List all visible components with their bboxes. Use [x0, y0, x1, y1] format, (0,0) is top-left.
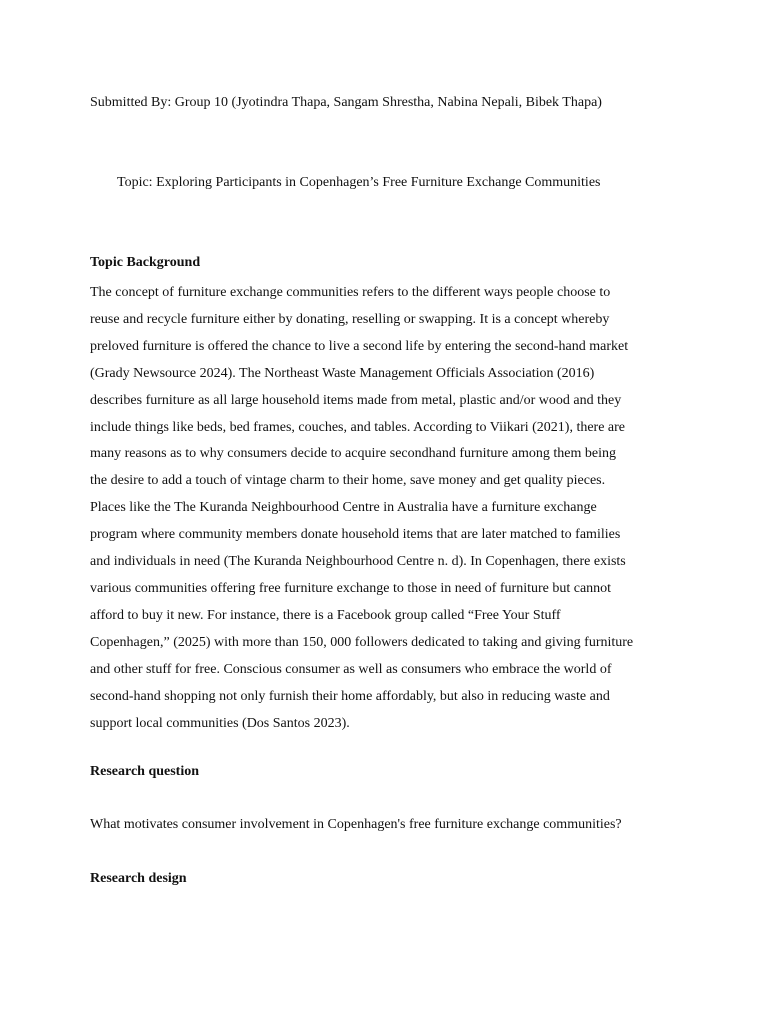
research-question-text: What motivates consumer involvement in Copenhagen's free furniture exchange communities?: [90, 817, 622, 832]
paragraph-line: (Grady Newsource 2024). The Northeast Waste Management Officials Association (2016): [90, 365, 595, 381]
paragraph-line: the desire to add a touch of vintage charm to their home, save money and get quality pieces.: [90, 473, 606, 489]
topic-line: Topic: Exploring Participants in Copenhagen’s Free Furniture Exchange Communities: [117, 175, 601, 190]
paragraph-line: describes furniture as all large household items made from metal, plastic and/or wood and they: [90, 392, 622, 408]
background-paragraph: [90, 280, 690, 737]
section-heading-background: Topic Background: [90, 255, 201, 270]
paragraph-line: second-hand shopping not only furnish their home affordably, but also in reducing waste and: [90, 688, 610, 704]
section-heading-research-design: Research design: [90, 871, 187, 886]
paragraph-line: Places like the The Kuranda Neighbourhood Centre in Australia have a furniture exchange: [90, 500, 597, 516]
paragraph-line: afford to buy it new. For instance, there is a Facebook group called “Free Your Stuff: [90, 607, 561, 623]
paragraph-line: many reasons as to why consumers decide to acquire secondhand furniture among them being: [90, 446, 617, 462]
paragraph-line: and other stuff for free. Conscious consumer as well as consumers who embrace the world of: [90, 661, 612, 677]
paragraph-line: Copenhagen,” (2025) with more than 150, 000 followers dedicated to taking and giving furniture: [90, 634, 634, 650]
paragraph-line: support local communities (Dos Santos 2023).: [90, 715, 350, 731]
paragraph-line: various communities offering free furniture exchange to those in need of furniture but cannot: [90, 580, 612, 596]
paragraph-line: program where community members donate household items that are later matched to families: [90, 527, 621, 543]
submitted-by-line: Submitted By: Group 10 (Jyotindra Thapa, Sangam Shrestha, Nabina Nepali, Bibek Thapa): [90, 95, 602, 110]
paragraph-line: preloved furniture is offered the chance to live a second life by entering the second-hand market: [90, 338, 629, 354]
paragraph-line: and individuals in need (The Kuranda Neighbourhood Centre n. d). In Copenhagen, there exists: [90, 554, 626, 570]
section-heading-research-question: Research question: [90, 764, 200, 779]
paragraph-line: include things like beds, bed frames, couches, and tables. According to Viikari (2021), there are: [90, 419, 626, 435]
paragraph-line: The concept of furniture exchange communities refers to the different ways people choose to: [90, 285, 611, 300]
paragraph-line: reuse and recycle furniture either by donating, reselling or swapping. It is a concept whereby: [90, 311, 610, 327]
